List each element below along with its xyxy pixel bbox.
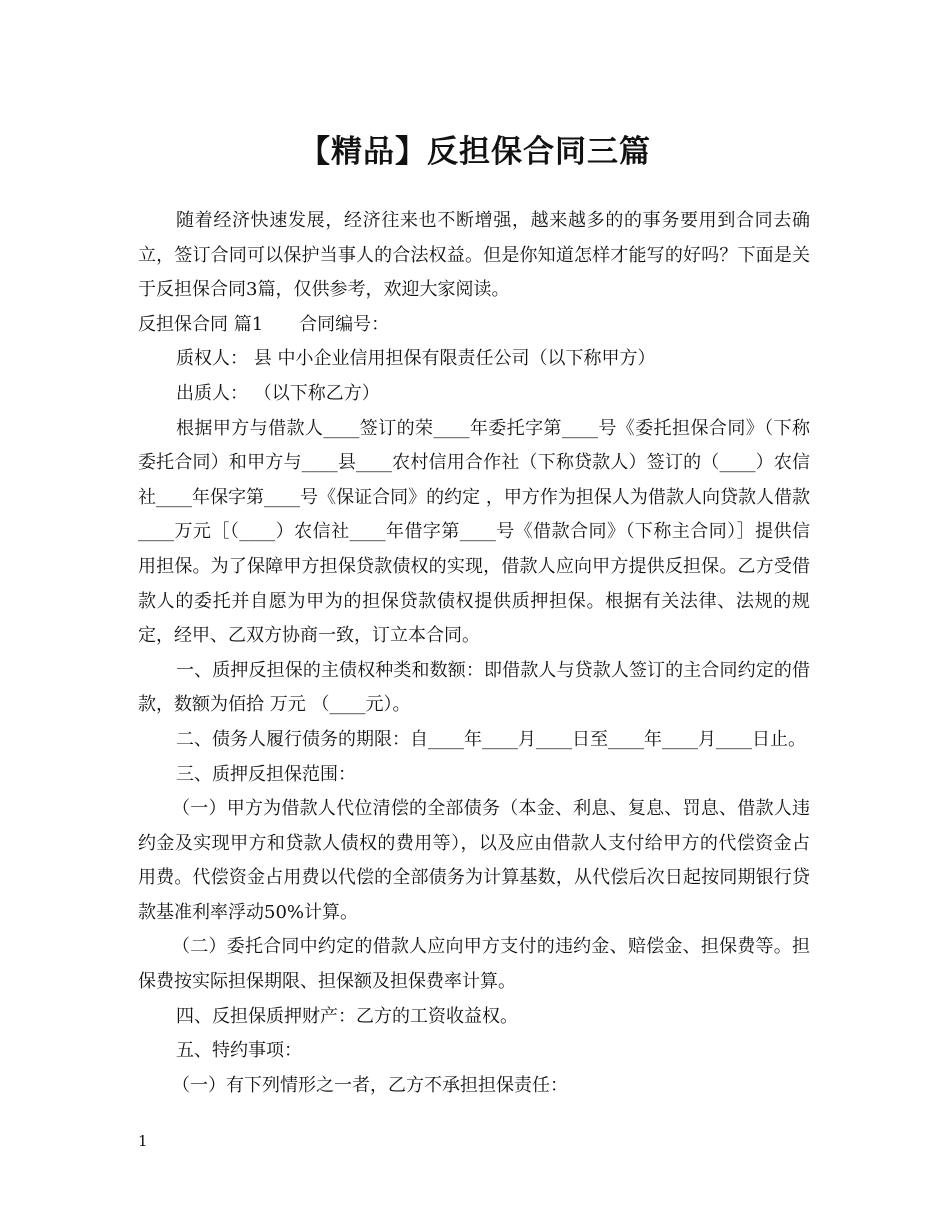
paragraph-pledgee: 质权人： 县 中小企业信用担保有限责任公司（以下称甲方） <box>176 348 656 370</box>
document-body <box>138 204 810 1103</box>
paragraph-contract-heading: 反担保合同 篇1 合同编号： <box>138 313 390 335</box>
paragraph-clause-3-2: （二）委托合同中约定的借款人应向甲方支付的违约金、赔偿金、担保费等。担保费按实际担保期限、担保额及担保费率计算。 <box>138 936 810 993</box>
paragraph-clause-3-1: （一）甲方为借款人代位清偿的全部债务（本金、利息、复息、罚息、借款人违约金及实现甲方和贷款人债权的费用等），以及应由借款人支付给甲方的代偿资金占用费。代偿资金占用费以代偿的全部债务为计算基数，从代偿后次日起按同期银行贷款基准利率浮动50%计算。 <box>138 798 810 923</box>
paragraph-intro: 随着经济快速发展，经济往来也不断增强，越来越多的的事务要用到合同去确立，签订合同可以保护当事人的合法权益。但是你知道怎样才能写的好吗？下面是关于反担保合同3篇，仅供参考，欢迎大家阅读。 <box>138 210 810 301</box>
paragraph-clause-2: 二、债务人履行债务的期限：自____年____月____日至____年____月____日止。 <box>176 728 806 750</box>
paragraph-clause-4: 四、反担保质押财产：乙方的工资收益权。 <box>176 1005 518 1027</box>
paragraph-clause-5: 五、特约事项： <box>176 1040 302 1062</box>
document-title: 【精品】反担保合同三篇 <box>299 134 651 170</box>
paragraph-preamble: 根据甲方与借款人____签订的荣____年委托字第____号《委托担保合同》（下称委托合同）和甲方与____县____农村信用合作社（下称贷款人）签订的（____）农信社____年保字第____号《保证合同》的约定 ，甲方作为担保人为借款人向贷款人借款____万元［（____）农信社____年借字第____号《借款合同》（下称主合同）］提供信用担保。为了保障甲方担保贷款债权的实现，借款人应向甲方提供反担保。乙方受借款人的委托并自愿为甲为的担保贷款债权提供质押担保。根据有关法律、法规的规定，经甲、乙双方协商一致，订立本合同。 <box>138 417 810 647</box>
paragraph-clause-5-1: （一）有下列情形之一者，乙方不承担担保责任： <box>172 1074 568 1096</box>
paragraph-pledgor: 出质人： （以下称乙方） <box>176 382 380 404</box>
paragraph-clause-3: 三、质押反担保范围： <box>176 763 356 785</box>
page-number: 1 <box>138 1132 148 1150</box>
paragraph-clause-1: 一、质押反担保的主债权种类和数额：即借款人与贷款人签订的主合同约定的借款，数额为佰拾 万元 （____元）。 <box>138 659 810 716</box>
